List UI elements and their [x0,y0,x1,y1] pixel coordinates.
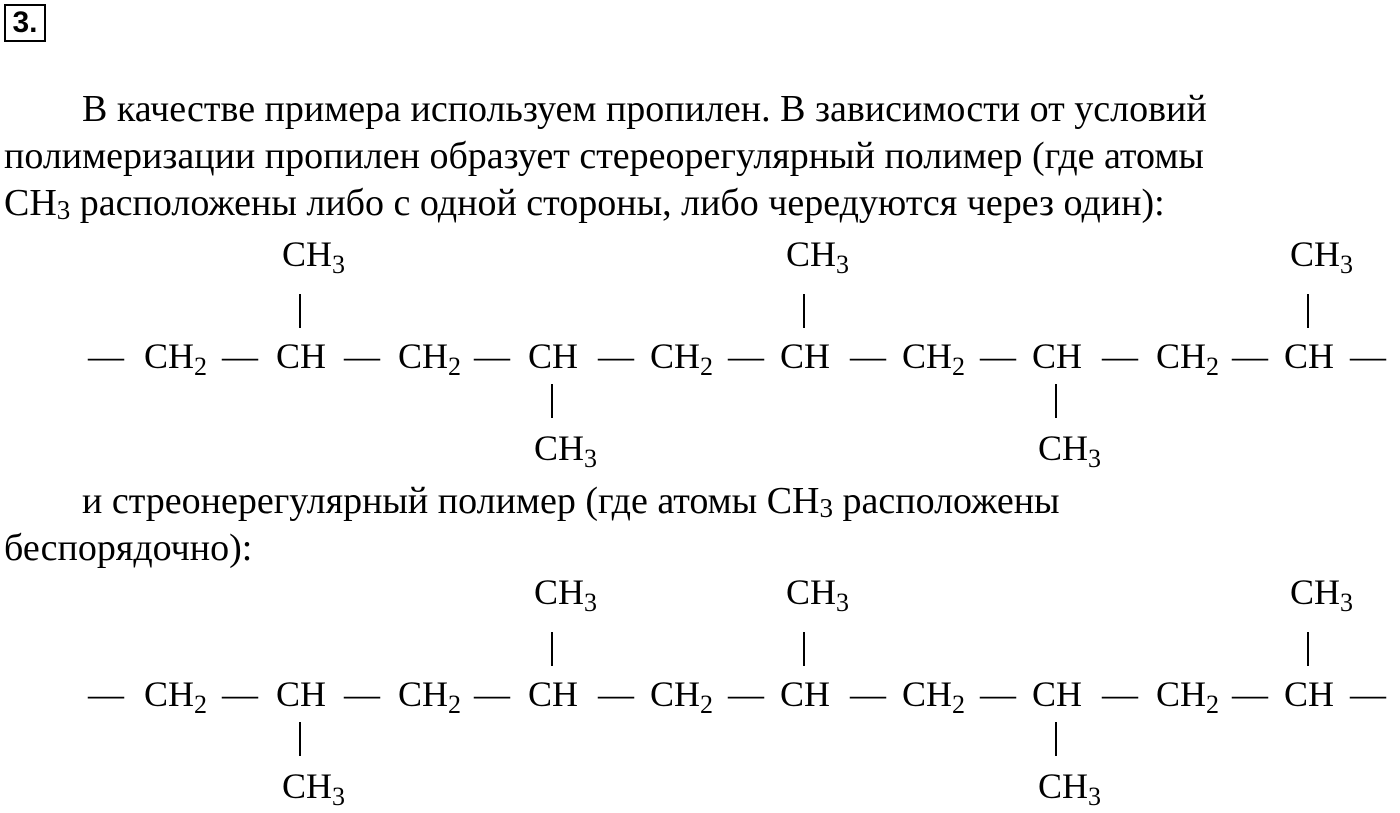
chain-bond: — [1350,336,1386,376]
ch2-group: $CH_2$ [398,674,462,719]
chain-bond: — [344,336,380,376]
ch3-group: $CH_3$ [1290,572,1354,617]
ch-group: CH [1032,336,1083,376]
ch-group: CH [1284,674,1335,714]
substituent-bond [551,632,553,666]
second-line-1: и стреонерегулярный полимер (где атомы $CH_3$ расположены [82,480,1060,523]
chain-bond: — [980,336,1016,376]
intro-line-2: полимеризации пропилен образует стереорегулярный полимер (где атомы [4,135,1204,177]
ch2-group: $CH_2$ [1156,336,1220,381]
second-paragraph [4,478,1384,572]
chain-bond: — [222,674,258,714]
chain-bond: — [474,336,510,376]
ch3-group: $CH_3$ [534,572,598,617]
chain-bond: — [850,336,886,376]
chain-bond: — [850,674,886,714]
intro-line-1: В качестве примера используем пропилен. В зависимости от условий [82,88,1207,130]
ch3-group: $CH_3$ [282,234,346,279]
chain-bond: — [728,674,764,714]
ch2-group: $CH_2$ [144,336,208,381]
chain-bond: — [344,674,380,714]
ch3-group: $CH_3$ [1038,428,1102,473]
ch3-group: $CH_3$ [786,572,850,617]
ch2-group: $CH_2$ [144,674,208,719]
second-line-2: беспорядочно): [4,527,253,569]
ch-group: CH [528,674,579,714]
chain-bond: — [88,336,124,376]
ch-group: CH [1032,674,1083,714]
ch-group: CH [276,336,327,376]
substituent-bond [299,722,301,756]
irregular-polymer-formula [0,570,1400,813]
substituent-bond [1307,294,1309,328]
ch-group: CH [780,674,831,714]
substituent-bond [803,294,805,328]
chain-bond: — [222,336,258,376]
substituent-bond [1055,722,1057,756]
chain-bond: — [1102,336,1138,376]
chain-bond: — [1350,674,1386,714]
ch2-group: $CH_2$ [650,674,714,719]
substituent-bond [551,384,553,418]
chain-bond: — [1232,336,1268,376]
ch2-group: $CH_2$ [902,674,966,719]
substituent-bond [1055,384,1057,418]
ch3-group: $CH_3$ [1038,766,1102,811]
task-number-badge: 3. [4,4,46,42]
ch2-group: $CH_2$ [650,336,714,381]
ch2-group: $CH_2$ [398,336,462,381]
ch3-group: $CH_3$ [282,766,346,811]
chain-bond: — [474,674,510,714]
chain-bond: — [88,674,124,714]
substituent-bond [803,632,805,666]
stereoregular-polymer-formula [0,232,1400,472]
ch-group: CH [780,336,831,376]
chain-bond: — [1232,674,1268,714]
substituent-bond [1307,632,1309,666]
intro-line-3: $CH_3$ расположены либо с одной стороны, либо чередуются через один): [4,182,1165,225]
chain-bond: — [598,336,634,376]
ch2-group: $CH_2$ [1156,674,1220,719]
chain-bond: — [1102,674,1138,714]
ch-group: CH [276,674,327,714]
ch2-group: $CH_2$ [902,336,966,381]
ch3-group: $CH_3$ [534,428,598,473]
ch3-group: $CH_3$ [1290,234,1354,279]
chain-bond: — [980,674,1016,714]
substituent-bond [299,294,301,328]
chain-bond: — [598,674,634,714]
intro-paragraph [4,86,1384,227]
chain-bond: — [728,336,764,376]
ch3-group: $CH_3$ [786,234,850,279]
ch-group: CH [1284,336,1335,376]
ch-group: CH [528,336,579,376]
